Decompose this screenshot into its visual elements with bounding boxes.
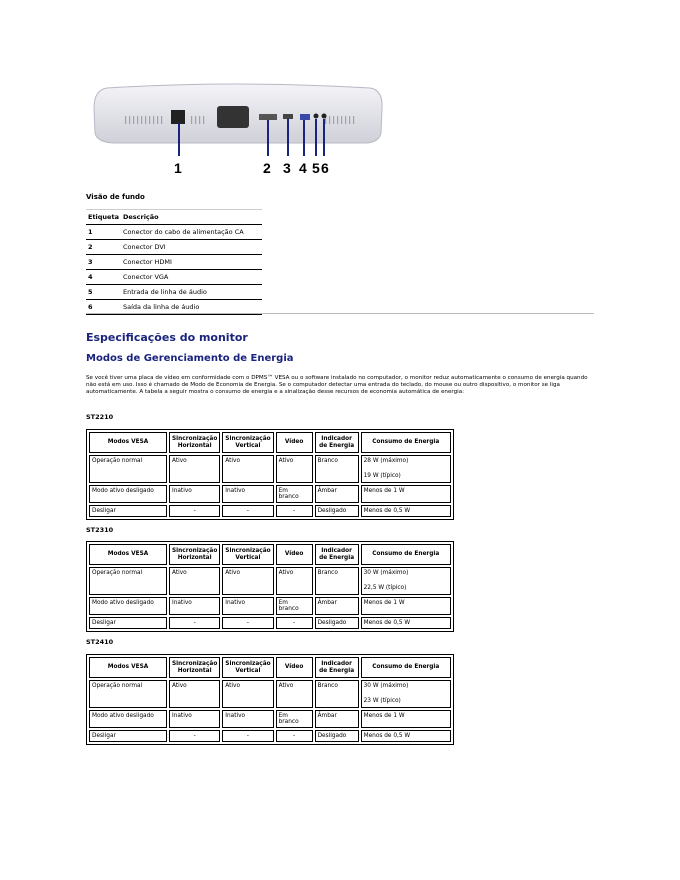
- cell-power: Menos de 1 W: [361, 710, 451, 728]
- header-description: Descrição: [121, 210, 262, 225]
- table-row: [86, 285, 262, 300]
- cell-video: Ativo: [276, 455, 313, 483]
- row-label: 3: [86, 255, 121, 270]
- cell-v-sync: -: [222, 617, 273, 629]
- table-row: [89, 505, 451, 517]
- header-label: Etiqueta: [86, 210, 121, 225]
- cell-h-sync: Ativo: [169, 455, 220, 483]
- power-table-st2210: [86, 429, 454, 520]
- connector-table: [86, 209, 262, 315]
- power-typical: 23 W (típico): [363, 698, 401, 704]
- cell-h-sync: Inativo: [169, 710, 220, 728]
- cell-indicator: Branco: [315, 455, 359, 483]
- table-row: [89, 485, 451, 503]
- cell-mode: Operação normal: [89, 455, 167, 483]
- cell-v-sync: Inativo: [222, 597, 273, 615]
- cell-mode: Operação normal: [89, 680, 167, 708]
- cell-video: Em branco: [276, 485, 313, 503]
- stand-hinge-shape: [217, 106, 249, 128]
- row-description: Entrada de linha de áudio: [121, 285, 262, 300]
- col-power-consumption: Consumo de Energia: [361, 657, 451, 678]
- row-label: 1: [86, 225, 121, 240]
- cell-indicator: Desligado: [315, 730, 359, 742]
- callout-4: 4: [299, 160, 307, 176]
- vga-port-shape: [300, 114, 310, 120]
- sub-title: Modos de Gerenciamento de Energia: [86, 353, 294, 364]
- figure-caption: Visão de fundo: [86, 193, 145, 201]
- power-max: 30 W (máximo): [363, 570, 409, 576]
- cell-video: -: [276, 730, 313, 742]
- table-row: [89, 455, 451, 483]
- power-typical: 19 W (típico): [363, 473, 401, 479]
- col-power-indicator: Indicador de Energia: [315, 432, 359, 453]
- power-max: 28 W (máximo): [363, 458, 409, 464]
- callout-5: 5: [312, 160, 320, 176]
- cell-h-sync: -: [169, 730, 220, 742]
- row-description: Saída da linha de áudio: [121, 300, 262, 315]
- table-row: [89, 617, 451, 629]
- dvi-port-shape: [259, 114, 277, 120]
- cell-indicator: Desligado: [315, 505, 359, 517]
- table-row: [89, 710, 451, 728]
- cell-video: Ativo: [276, 567, 313, 595]
- table-row: [89, 680, 451, 708]
- cell-power: [361, 567, 451, 595]
- model-label-st2410: ST2410: [86, 638, 114, 646]
- table-row: [89, 567, 451, 595]
- col-v-sync: Sincronização Vertical: [222, 544, 273, 565]
- hdmi-port-shape: [283, 114, 293, 119]
- callout-2: 2: [263, 160, 271, 176]
- table-row: [86, 270, 262, 285]
- cell-h-sync: Ativo: [169, 567, 220, 595]
- col-video: Vídeo: [276, 432, 313, 453]
- table-row: [86, 255, 262, 270]
- col-video: Vídeo: [276, 657, 313, 678]
- table-row: [86, 225, 262, 240]
- power-table-st2410: [86, 654, 454, 745]
- table-row: [89, 730, 451, 742]
- cell-v-sync: Ativo: [222, 455, 273, 483]
- cell-mode: Modo ativo desligado: [89, 485, 167, 503]
- row-label: 6: [86, 300, 121, 315]
- cell-v-sync: -: [222, 505, 273, 517]
- cell-indicator: Desligado: [315, 617, 359, 629]
- table-row: [89, 597, 451, 615]
- cell-video: -: [276, 617, 313, 629]
- cell-mode: Operação normal: [89, 567, 167, 595]
- monitor-rear-svg: [85, 78, 395, 178]
- row-label: 5: [86, 285, 121, 300]
- spec-header-row: [89, 544, 451, 565]
- audio-in-port-shape: [314, 114, 319, 119]
- spec-header-row: [89, 657, 451, 678]
- row-description: Conector HDMI: [121, 255, 262, 270]
- cell-indicator: Âmbar: [315, 597, 359, 615]
- cell-h-sync: -: [169, 505, 220, 517]
- col-v-sync: Sincronização Vertical: [222, 657, 273, 678]
- col-vesa-modes: Modos VESA: [89, 657, 167, 678]
- col-h-sync: Sincronização Horizontal: [169, 657, 220, 678]
- cell-video: Em branco: [276, 710, 313, 728]
- cell-power: [361, 680, 451, 708]
- cell-power: Menos de 1 W: [361, 485, 451, 503]
- cell-v-sync: Inativo: [222, 710, 273, 728]
- model-label-st2210: ST2210: [86, 413, 114, 421]
- table-row: [86, 240, 262, 255]
- intro-paragraph: Se você tiver uma placa de vídeo em conformidade com o DPMS™ VESA ou o software instalado no computador, o monitor reduz automaticamente o consumo de energia quando não está em uso. Isso é chamado de Modo de Economia de Energia. Se o computador detectar uma entrada do teclado, do mouse ou outro dispositivo, o monitor se liga automaticamente. A tabela a seguir mostra o consumo de energia e a sinalização desse recursos de economia automática de energia:: [86, 375, 588, 396]
- cell-v-sync: Ativo: [222, 680, 273, 708]
- row-description: Conector DVI: [121, 240, 262, 255]
- cell-video: Em branco: [276, 597, 313, 615]
- cell-mode: Desligar: [89, 730, 167, 742]
- cell-mode: Modo ativo desligado: [89, 597, 167, 615]
- cell-v-sync: -: [222, 730, 273, 742]
- callout-3: 3: [283, 160, 291, 176]
- col-power-indicator: Indicador de Energia: [315, 657, 359, 678]
- cell-power: Menos de 0,5 W: [361, 505, 451, 517]
- cell-power: [361, 455, 451, 483]
- cell-h-sync: Inativo: [169, 485, 220, 503]
- spec-header-row: [89, 432, 451, 453]
- model-label-st2310: ST2310: [86, 526, 114, 534]
- audio-out-port-shape: [322, 114, 327, 119]
- col-v-sync: Sincronização Vertical: [222, 432, 273, 453]
- col-power-indicator: Indicador de Energia: [315, 544, 359, 565]
- section-divider: [86, 313, 594, 314]
- power-table-st2310: [86, 541, 454, 632]
- cell-v-sync: Ativo: [222, 567, 273, 595]
- col-video: Vídeo: [276, 544, 313, 565]
- callout-1: 1: [174, 160, 182, 176]
- cell-power: Menos de 0,5 W: [361, 617, 451, 629]
- power-max: 30 W (máximo): [363, 683, 409, 689]
- monitor-rear-view-image: [85, 78, 395, 178]
- cell-mode: Desligar: [89, 617, 167, 629]
- cell-video: Ativo: [276, 680, 313, 708]
- cell-indicator: Branco: [315, 567, 359, 595]
- col-vesa-modes: Modos VESA: [89, 544, 167, 565]
- power-typical: 22,5 W (típico): [363, 585, 407, 591]
- cell-power: Menos de 1 W: [361, 597, 451, 615]
- cell-v-sync: Inativo: [222, 485, 273, 503]
- callout-6: 6: [321, 160, 329, 176]
- col-h-sync: Sincronização Horizontal: [169, 544, 220, 565]
- cell-indicator: Âmbar: [315, 485, 359, 503]
- cell-mode: Desligar: [89, 505, 167, 517]
- col-power-consumption: Consumo de Energia: [361, 432, 451, 453]
- cell-indicator: Branco: [315, 680, 359, 708]
- row-description: Conector VGA: [121, 270, 262, 285]
- cell-indicator: Âmbar: [315, 710, 359, 728]
- connector-table-header: [86, 210, 262, 225]
- col-vesa-modes: Modos VESA: [89, 432, 167, 453]
- power-connector-shape: [171, 110, 185, 124]
- cell-video: -: [276, 505, 313, 517]
- col-h-sync: Sincronização Horizontal: [169, 432, 220, 453]
- cell-mode: Modo ativo desligado: [89, 710, 167, 728]
- cell-power: Menos de 0,5 W: [361, 730, 451, 742]
- row-label: 2: [86, 240, 121, 255]
- section-title: Especificações do monitor: [86, 331, 248, 344]
- cell-h-sync: Ativo: [169, 680, 220, 708]
- col-power-consumption: Consumo de Energia: [361, 544, 451, 565]
- cell-h-sync: Inativo: [169, 597, 220, 615]
- row-description: Conector do cabo de alimentação CA: [121, 225, 262, 240]
- row-label: 4: [86, 270, 121, 285]
- cell-h-sync: -: [169, 617, 220, 629]
